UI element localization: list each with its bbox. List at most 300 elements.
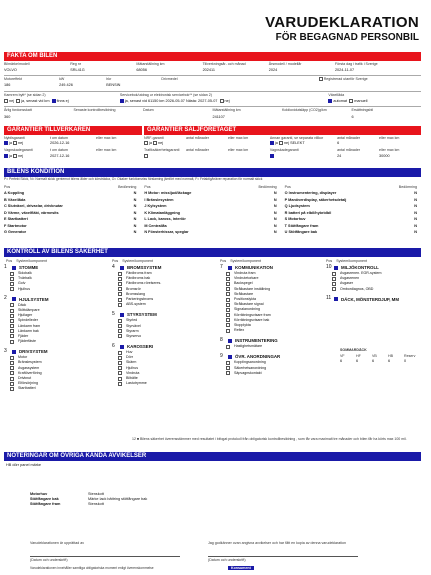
safety-group-header xyxy=(112,311,218,318)
safety-item-label: Hjulhus xyxy=(18,286,30,291)
safety-column-2 xyxy=(112,264,218,390)
safety-group xyxy=(220,353,326,376)
safety-item-label: Skärm xyxy=(126,360,137,365)
signature-left-sub: (Datum och underskrift) xyxy=(30,558,68,562)
safety-item-label: Länkarm bak xyxy=(18,328,39,333)
checkbox[interactable] xyxy=(334,297,338,301)
safety-group-name: KOMMUNIKATION xyxy=(235,264,273,270)
timing-belt-no[interactable] xyxy=(4,99,8,103)
nrf-warranty-no[interactable] xyxy=(153,141,157,145)
tire-position: VB xyxy=(372,354,377,359)
safety-group-name: DRIVSYSTEM xyxy=(19,349,48,355)
safety-item-label: Hastighetsmätare xyxy=(234,344,263,349)
safety-item xyxy=(4,386,110,391)
safety-item-label: Hjulhus xyxy=(126,365,138,370)
safety-item-label: Avgaser xyxy=(340,281,354,286)
safety-item-label: Sidobalk xyxy=(18,271,32,275)
value-manufactured: 202411 xyxy=(202,68,215,73)
condition-item: A Koppling xyxy=(4,191,25,196)
new-car-warranty-no[interactable] xyxy=(13,141,17,145)
checkbox[interactable] xyxy=(228,266,232,270)
safety-item xyxy=(220,328,326,333)
safety-item-label: ABS-system xyxy=(126,302,146,307)
checkbox[interactable] xyxy=(226,298,230,302)
safety-item-label: Parkeringsbroms xyxy=(126,296,154,301)
checkbox[interactable] xyxy=(226,323,230,327)
safety-item-label: Fjäderfäste xyxy=(18,339,36,344)
safety-item-label: Styrservo xyxy=(126,333,142,338)
safety-group-number: 9 xyxy=(220,353,223,360)
condition-item: B Växellåda xyxy=(4,197,26,202)
safety-item-label: Spindelleder xyxy=(18,318,38,323)
note-description: Märke lack bättring stötfångare bak xyxy=(88,497,148,501)
checkbox[interactable] xyxy=(118,366,122,370)
condition-item: H Motor: missljud/läckage xyxy=(144,191,192,196)
label-engine-power: Motoreffekt xyxy=(4,77,22,81)
condition-row xyxy=(285,229,417,236)
label-co2: Koldioxidutsläpp (CO2)g/km xyxy=(282,108,327,112)
label-last-inspection: Senaste kontrollbesiktning xyxy=(73,108,116,112)
new-car-warranty-date: 2026-12-16 xyxy=(50,141,70,146)
safety-item-label: Styrarm xyxy=(126,328,139,333)
safety-group-header xyxy=(220,353,326,360)
condition-rating: N xyxy=(414,217,417,222)
safety-group-header xyxy=(220,337,326,344)
condition-bar: BILENS KONDITION xyxy=(4,168,421,177)
safety-group-header xyxy=(4,296,110,303)
label-hp: hkr xyxy=(106,77,112,81)
condition-rating: N xyxy=(414,230,417,235)
safety-group xyxy=(4,264,110,292)
condition-rating: N xyxy=(133,210,137,215)
tire-depth: 6 xyxy=(356,359,359,364)
safety-item-label: Startbatteri xyxy=(18,386,36,391)
safety-bar: KONTROLL AV BILENS SÄKERHET xyxy=(4,248,421,257)
safety-item-label: Styrled xyxy=(126,318,138,323)
checkbox[interactable] xyxy=(10,361,14,365)
checkbox[interactable] xyxy=(226,308,230,312)
safety-item-label: Strålkastare inställning xyxy=(234,286,271,291)
safety-item-label: Körriktningsvisare bak xyxy=(234,317,270,322)
safety-item-label: Bromsslang xyxy=(126,291,145,296)
facts-bar: FAKTA OM BILEN xyxy=(4,52,421,61)
footer-text: Varudeklarationen innehåller samtliga obligatoriska moment enligt överenskommelse xyxy=(30,566,154,570)
safety-group-number: 7 xyxy=(220,263,223,270)
condition-rating: N xyxy=(133,204,137,209)
document-page: VARUDEKLARATION FÖR BEGAGNAD PERSONBIL FAKTA OM BILEN Bilmärke/modell Reg nr Mätarställning km Tillverkningsår- och månad Årsmodell / modellår Första dag i trafik i Sverige VOLVO SRL41G 68056 202411 2024 2024-11-07 Motoreffekt kW hkr Drivmedel Registrerad utanför Sverige 186 249.426 BENSIN Kamrem bytt* (se sidan 2) Servicebok/utdrag ur elektronisk servicebok** (se sidan 2) Växellåda nej ja, senast vid km finns ej ja, senast vid 61150 km 2026-05-07 Nästa: 2027-05-07 nej automat manuell Årlig fordonsskatt Senaste kontrollbesiktning Datum Mätarställning km Koldioxidutsläpp (CO2)g/km Ersättningsbil 360 241107 6 GARANTIER TILLVERKAREN GARANTIER SÄLJFÖRETAGET Nybilsgaranti t om datum eller max km ja nej 2026-12-16 Vagnskadegaranti t om datum eller max km ja nej 2027-12-16 NRF-garanti antal månader eller max km Annan garanti, se separata villkor antal månader eller max km ja nej ja nej SELEKT 6 Trafiksäkerhetsgaranti antal månader eller max km Vagnskadegaranti antal månader eller max km 24 30000 BILENS KONDITION P= Perfekt Skick, N= Normalt skick gentemot bilens ålder och körsträcka, O= Okaker funktionsriss förslaming jämfört med normalt, F= Felaktig/kräver reparation för normalt skick Pos Bedömning Pos Bedömning Pos Bedömning A Koppling N B Växellåda N C Slutväxel, drivaxlar, drivknutar N D Värme, växelfläkt, värmesits N E Startbatteri N F Startmotor N G Generator N H Motor: missljud/läckage N I Bränslesystem N J Kylsystem N K Klimatanläggning N L Lack, kaross, interiör N M Centrallås N N Fönsterhissar, speglar N O Instrumentering, displayer N P Manöverdisplay, säkerhetsdetalj N Q Ljudsystem N R batteri på elbil/hybridbil N S Motorhuv N T Stötfångare fram N U Stötfångare bak N KONTROLL AV BILENS SÄKERHET Pos System/komponent Pos System/komponent Pos System/komponent Pos System/komponent 1 STOMME Sidobalk Tvärbalk Golv Hjulhus 2 HJULSYSTEM Däck Stöttdämpare Hjullager Spindelleder Länkarm fram Länkarm bak Fjäder Fjäderfäste 3 DRIVSYSTEM Motor Bränslesystem Avgassystem Kraftöverföring Drivknut Elförsörjning Startbatteri 4 BROMSSYSTEM Färdbroms fram Färdbroms bak Färdbroms rörelseres. Bromsrör Bromsslang Parkeringsbroms ABS-system 5 STYRSYSTEM Styrled Styrväxel Styrarm Styrservo 6 KAROSSERI Huv Dörr Skärm Hjulhus Vindruta Bilbälte Lastutrymme 7 KOMMUNIKATION Vindruta fram Vindrutetorkare Backspegel Strålkastare inställning Strålkastare Positionslykta Strålkastare signal Signalanordning Körriktningsvisare fram Körriktningsvisare bak Stopplykta Reflex 8 INSTRUMENTERING Hastighetsmätare 9 ÖVR. ANORDNINGAR Kopplingsanordning Säkerhetsanordning Säpvagnskontakt 10 MILJÖKONTROLL Avgasrenen. EGR-system Avgasrenen Avgaser Ombordiagnos, OBD 11 DÄCK, MÖNSTERDJUP, MM SOMMARDÄCK VF HF VB HB Reserv 6 6 6 6 0 12 ■ Bilens säkerhet överensstämmer med resultatet i bifogat protokoll från obligatorisk kontrollbesiktning , som får vara maximalt tre månader och bilen får ha körts max 100 mil. NOTERINGAR OM ÖVRIGA KÄNDA AVVIKELSER HB dörr panel märke Motorhuv Stenskott Stötfångare bak Märke lack bättring stötfångare bak Stötfångare fram Stenskott Varudeklarationen är upprättad av Jag godkänner ovan angivna avvikelser och har fått en kopia av denna varudeklaration (Datum och underskrift) (Datum och underskrift) Varudeklarationen innehåller samtliga obligatoriska moment enligt överenskommelse Konsument xyxy=(0,0,431,575)
checkbox[interactable] xyxy=(12,350,16,354)
safety-item-label: Fjäder xyxy=(18,333,29,338)
condition-rating: N xyxy=(414,223,417,228)
label-date: Datum xyxy=(143,108,154,112)
document-subtitle: FÖR BEGAGNAD PERSONBIL xyxy=(275,32,419,43)
value-mileage: 68056 xyxy=(136,68,147,73)
registered-abroad[interactable]: Registrerad utanför Sverige xyxy=(319,77,421,81)
safety-item-label: Länkarm fram xyxy=(18,323,41,328)
safety-column-4 xyxy=(326,264,431,307)
condition-table: Pos Bedömning Pos Bedömning Pos Bedömning A Koppling N B Växellåda N C Slutväxel, drivaxlar, drivknutar N D Värme, växelfläkt, värmesits N E Startbatteri N F Startmotor N G Generator N H Motor: missljud/läckage N I Bränslesystem N J Kylsystem N K Klimatanläggning N L Lack, kaross, interiör N M Centrallås N N Fönsterhissar, speglar N O Instrumentering, displayer N P Manöverdisplay, säkerhetsdetalj N Q Ljudsystem N R batteri på elbil/hybridbil N S Motorhuv N T Stötfångare fram N U Stötfångare bak N xyxy=(4,185,417,235)
safety-item-label: Färdbroms fram xyxy=(126,271,152,275)
checkbox[interactable] xyxy=(10,309,14,313)
checkbox[interactable] xyxy=(10,340,14,344)
safety-item-label: Körriktningsvisare fram xyxy=(234,312,271,317)
warranty-dealer: NRF-garanti antal månader eller max km Annan garanti, se separata villkor antal månader eller max km ja nej ja nej SELEKT 6 Trafiksäkerhetsgaranti antal månader eller max km Vagnskadegaranti antal månader eller max km 24 30000 xyxy=(144,136,421,158)
checkbox[interactable] xyxy=(120,266,124,270)
checkbox[interactable] xyxy=(10,329,14,333)
checkbox[interactable] xyxy=(10,272,14,276)
checkbox[interactable] xyxy=(10,334,14,338)
condition-item: T Stötfångare fram xyxy=(284,223,319,228)
safety-item-label: Avgasrenen. EGR-system xyxy=(340,271,382,275)
checkbox[interactable] xyxy=(10,287,14,291)
condition-item: D Värme, växelfläkt, värmesits xyxy=(4,210,59,215)
safety-item-label: Strålkastare xyxy=(234,291,254,296)
checkbox[interactable] xyxy=(226,292,230,296)
safety-item-label: Färdbroms rörelseres. xyxy=(126,281,162,286)
safety-item-label: Vindruta fram xyxy=(234,271,256,275)
condition-item: O Instrumentering, displayer xyxy=(284,191,337,196)
safety-item xyxy=(112,381,218,386)
safety-item-label: Drivknut xyxy=(18,376,32,380)
other-warranty-yes[interactable] xyxy=(270,141,274,145)
safety-item-label: Signalanordning xyxy=(234,307,260,312)
tire-depth: 0 xyxy=(404,359,407,364)
checkbox[interactable] xyxy=(118,287,122,291)
safety-group xyxy=(4,296,110,345)
checkbox[interactable] xyxy=(226,277,230,281)
checkbox[interactable] xyxy=(118,303,122,307)
checkbox[interactable] xyxy=(10,366,14,370)
signature-right-label: Jag godkänner ovan angivna avvikelser och har fått en kopia av denna varudeklaration xyxy=(208,541,347,545)
safety-group-header xyxy=(220,264,326,271)
safety-group-number: 2 xyxy=(4,295,7,302)
condition-item: M Centrallås xyxy=(144,223,167,228)
checkbox[interactable] xyxy=(118,356,122,360)
safety-item-label: Backspegel xyxy=(234,281,253,286)
checkbox[interactable] xyxy=(332,272,336,276)
label-regnr: Reg nr xyxy=(70,62,81,66)
safety-group xyxy=(112,311,218,339)
safety-item-label: Däck xyxy=(18,302,27,307)
document-title: VARUDEKLARATION xyxy=(265,14,419,31)
safety-item-label: Styrväxel xyxy=(126,323,141,328)
safety-item-label: Huv xyxy=(126,350,133,355)
safety-group xyxy=(326,296,431,303)
safety-item-label: Avgasrenen xyxy=(340,276,360,281)
label-vehicle-tax: Årlig fordonsskatt xyxy=(4,108,32,112)
safety-item-label: Hjullager xyxy=(18,313,33,318)
safety-item xyxy=(112,334,218,339)
checkbox[interactable] xyxy=(226,303,230,307)
condition-item: S Motorhuv xyxy=(284,217,306,222)
checkbox[interactable] xyxy=(118,361,122,365)
checkbox[interactable] xyxy=(226,345,230,349)
safety-item-label: Säpvagnskontakt xyxy=(234,370,262,375)
checkbox[interactable] xyxy=(226,272,230,276)
safety-item-label: Reflex xyxy=(234,328,245,333)
label-kw: kW xyxy=(59,77,65,81)
consumer-badge: Konsument xyxy=(228,566,254,570)
condition-item: F Startmotor xyxy=(4,223,27,228)
damage-warranty-yes[interactable] xyxy=(4,154,8,158)
safety-item-label: Strålkastare signal xyxy=(234,302,264,307)
safety-item xyxy=(220,344,326,349)
safety-column-1 xyxy=(4,264,110,396)
safety-item-label: Bränslesystem xyxy=(18,360,42,365)
checkbox[interactable] xyxy=(118,272,122,276)
value-vehicle-tax: 360 xyxy=(4,115,11,120)
value-mileage-2: 241107 xyxy=(212,115,225,120)
checkbox[interactable] xyxy=(228,355,232,359)
condition-item: J Kylsystem xyxy=(144,204,167,209)
condition-rating: N xyxy=(414,204,417,209)
checkbox[interactable] xyxy=(118,292,122,296)
tire-position: Reserv xyxy=(404,354,416,359)
notes-bar: NOTERINGAR OM ÖVRIGA KÄNDA AVVIKELSER xyxy=(4,452,421,461)
value-make: VOLVO xyxy=(4,68,17,73)
label-fuel: Drivmedel xyxy=(161,77,178,81)
checkbox[interactable] xyxy=(118,371,122,375)
condition-rating: N xyxy=(133,217,137,222)
safety-group-name: HJULSYSTEM xyxy=(19,296,49,302)
checkbox[interactable] xyxy=(226,313,230,317)
safety-item-label: Stopplykta xyxy=(234,322,251,327)
value-kw: 186 xyxy=(4,83,11,88)
value-regnr: SRL41G xyxy=(70,68,85,73)
label-mileage-2: Mätarställning km xyxy=(212,108,241,112)
checkbox[interactable] xyxy=(118,334,122,338)
safety-group-number: 5 xyxy=(112,310,115,317)
safety-group xyxy=(112,264,218,307)
checkbox[interactable] xyxy=(226,287,230,291)
checkbox[interactable] xyxy=(118,329,122,333)
checkbox[interactable] xyxy=(332,287,336,291)
condition-item: N Fönsterhissar, speglar xyxy=(144,230,189,235)
note-description: Stenskott xyxy=(88,502,104,506)
checkbox[interactable] xyxy=(118,382,122,386)
safety-item-label: Kopplingsanordning xyxy=(234,360,266,365)
notes-first-line: HB dörr panel märke xyxy=(6,463,42,467)
safety-group-header xyxy=(4,264,110,271)
safety-item-label: Tvärbalk xyxy=(18,276,32,281)
safety-item-label: Avgassystem xyxy=(18,365,40,370)
safety-group-number: 6 xyxy=(112,342,115,349)
condition-rating: N xyxy=(273,197,277,202)
checkbox[interactable] xyxy=(10,314,14,318)
safety-item xyxy=(4,339,110,344)
safety-group-name: KAROSSERI xyxy=(127,344,154,350)
condition-item: U Stötfångare bak xyxy=(284,230,318,235)
label-manufactured: Tillverkningsår- och månad xyxy=(202,62,246,66)
safety-item-label: Bilbälte xyxy=(126,376,138,380)
safety-group-number: 10 xyxy=(326,263,332,270)
other-warranty-name: SELEKT xyxy=(290,141,305,146)
notes-list xyxy=(30,492,330,507)
condition-rating: N xyxy=(273,210,277,215)
safety-item-label: Färdbroms bak xyxy=(126,276,151,281)
checkbox[interactable] xyxy=(118,282,122,286)
tire-position: HB xyxy=(388,354,393,359)
condition-item: K Klimatanläggning xyxy=(144,210,180,215)
note-description: Stenskott xyxy=(88,492,104,496)
checkbox[interactable] xyxy=(118,277,122,281)
note-part: Stötfångare bak xyxy=(30,497,59,501)
checkbox[interactable] xyxy=(118,298,122,302)
safety-group-name: BROMSSYSTEM xyxy=(127,264,162,270)
checkbox[interactable] xyxy=(118,377,122,381)
safety-group xyxy=(220,337,326,349)
checkbox[interactable] xyxy=(319,77,323,81)
condition-rating: N xyxy=(414,191,417,196)
note-part: Motorhuv xyxy=(30,492,48,496)
safety-group xyxy=(112,343,218,386)
safety-item xyxy=(220,371,326,376)
nrf-warranty-yes[interactable] xyxy=(144,141,148,145)
checkbox[interactable] xyxy=(10,371,14,375)
safety-group-name: STYRSYSTEM xyxy=(127,312,157,318)
safety-item-label: Golv xyxy=(18,281,26,286)
safety-item xyxy=(4,287,110,292)
checkbox[interactable] xyxy=(334,266,338,270)
damage-warranty-date: 2027-12-16 xyxy=(50,153,70,158)
condition-item: R batteri på elbil/hybridbil xyxy=(284,210,332,215)
safety-item-label: Ombordiagnos, OBD xyxy=(340,286,374,291)
safety-group-number: 8 xyxy=(220,336,223,343)
label-modelyear: Årsmodell / modellår xyxy=(268,62,302,66)
safety-item xyxy=(326,287,431,292)
facts-row-1 xyxy=(4,62,421,72)
condition-rating: N xyxy=(133,191,137,196)
safety-group xyxy=(220,264,326,333)
condition-rating: N xyxy=(273,191,277,196)
safety-inspection-note: 12 ■ Bilens säkerhet överensstämmer med resultatet i bifogat protokoll från obligatorisk kontrollbesiktning , som får vara maximalt tre månader och bilen får ha körts max 100 mil. xyxy=(132,437,407,441)
tire-depth: 6 xyxy=(372,359,375,364)
tire-position: HF xyxy=(356,354,361,359)
safety-group-name: ÖVR. ANORDNINGAR xyxy=(235,354,281,360)
label-mileage: Mätarställning km xyxy=(136,62,165,66)
service-book-no[interactable] xyxy=(220,99,224,103)
condition-item: Q Ljudsystem xyxy=(284,204,310,209)
label-make: Bilmärke/modell xyxy=(4,62,30,66)
condition-rating: N xyxy=(414,197,417,202)
value-hp: 249.426 xyxy=(59,83,73,88)
facts-row-4 xyxy=(4,108,421,119)
checkbox[interactable] xyxy=(118,351,122,355)
checkbox[interactable] xyxy=(10,377,14,381)
checkbox[interactable] xyxy=(226,318,230,322)
label-first-traffic: Första dag i trafik i Sverige xyxy=(334,62,378,66)
checkbox[interactable] xyxy=(226,371,230,375)
safety-item-label: Vindrutetorkare xyxy=(234,276,259,281)
other-warranty-no[interactable] xyxy=(279,141,283,145)
checkbox[interactable] xyxy=(226,361,230,365)
value-modelyear: 2024 xyxy=(268,68,278,73)
checkbox[interactable] xyxy=(10,303,14,307)
facts-row-3: Kamrem bytt* (se sidan 2) Servicebok/utdrag ur elektronisk servicebok** (se sidan 2) Växellåda nej ja, senast vid km finns ej ja, senast vid 61150 km 2026-05-07 Nästa: 2027-05-07 nej automat manuell xyxy=(4,93,421,103)
note-part: Stötfångare fram xyxy=(30,502,61,506)
checkbox[interactable] xyxy=(10,277,14,281)
safety-item-label: Bromsrör xyxy=(126,286,141,291)
safety-group-number: 1 xyxy=(4,263,7,270)
safety-item-label: Elförsörjning xyxy=(18,381,38,386)
safety-item-label: Vindruta xyxy=(126,370,140,375)
checkbox[interactable] xyxy=(10,356,14,360)
checkbox[interactable] xyxy=(118,324,122,328)
condition-rating: N xyxy=(414,210,417,215)
safety-column-3 xyxy=(220,264,326,380)
checkbox[interactable] xyxy=(12,297,16,301)
condition-rating: N xyxy=(133,230,137,235)
value-replacement: 6 xyxy=(351,115,354,120)
dealer-damage-warranty[interactable] xyxy=(270,154,274,158)
condition-rating: N xyxy=(133,197,137,202)
safety-item-label: Kraftöverföring xyxy=(18,370,42,375)
checkbox[interactable] xyxy=(10,324,14,328)
signature-left-label: Varudeklarationen är upprättad av xyxy=(30,541,85,545)
label-replacement: Ersättningsbil xyxy=(351,108,374,112)
condition-rating: N xyxy=(273,217,277,222)
safety-group-name: STOMME xyxy=(19,264,39,270)
checkbox[interactable] xyxy=(226,329,230,333)
condition-rating: N xyxy=(273,230,277,235)
dealer-damage-km: 30000 xyxy=(379,153,390,158)
safety-item-label: Dörr xyxy=(126,355,133,360)
checkbox[interactable] xyxy=(10,382,14,386)
timing-belt-none[interactable] xyxy=(52,99,56,103)
value-fuel: BENSIN xyxy=(106,83,121,88)
checkbox[interactable] xyxy=(10,319,14,323)
new-car-warranty-yes[interactable] xyxy=(4,141,8,145)
checkbox[interactable] xyxy=(226,366,230,370)
checkbox[interactable] xyxy=(332,277,336,281)
condition-rating: N xyxy=(273,223,277,228)
checkbox[interactable] xyxy=(10,282,14,286)
damage-warranty-no[interactable] xyxy=(13,154,17,158)
safety-group-header xyxy=(112,264,218,271)
summer-tires-label: SOMMARDÄCK xyxy=(340,348,367,352)
safety-group xyxy=(326,264,431,292)
checkbox[interactable] xyxy=(120,313,124,317)
safety-group-header xyxy=(326,296,431,303)
warranty-manufacturer: Nybilsgaranti t om datum eller max km ja nej 2026-12-16 Vagnskadegaranti t om datum eller max km ja nej 2027-12-16 xyxy=(4,136,117,158)
checkbox[interactable] xyxy=(120,345,124,349)
condition-rating: N xyxy=(273,204,277,209)
safety-group-number: 4 xyxy=(112,263,115,270)
condition-item: G Generator xyxy=(4,230,27,235)
safety-group-name: DÄCK, MÖNSTERDJUP, MM xyxy=(341,296,399,302)
checkbox[interactable] xyxy=(10,387,14,391)
checkbox[interactable] xyxy=(226,282,230,286)
traffic-warranty[interactable] xyxy=(144,154,148,158)
timing-belt-yes[interactable] xyxy=(16,99,20,103)
note-row xyxy=(30,502,330,507)
value-first-traffic: 2024-11-07 xyxy=(334,68,355,73)
checkbox[interactable] xyxy=(228,339,232,343)
safety-item-label: Lastutrymme xyxy=(126,381,147,386)
label-service-book: Servicebok/utdrag ur elektronisk servicebok** (se sidan 2) xyxy=(119,93,212,97)
checkbox[interactable] xyxy=(118,319,122,323)
gearbox-auto[interactable] xyxy=(328,99,332,103)
safety-item xyxy=(112,302,218,307)
gearbox-manual[interactable] xyxy=(349,99,353,103)
condition-item: E Startbatteri xyxy=(4,217,28,222)
checkbox[interactable] xyxy=(12,266,16,270)
checkbox[interactable] xyxy=(332,282,336,286)
condition-row xyxy=(144,229,276,236)
label-timing-belt: Kamrem bytt* (se sidan 2) xyxy=(4,93,46,97)
condition-item: C Slutväxel, drivaxlar, drivknutar xyxy=(4,204,63,209)
service-book-yes[interactable] xyxy=(120,99,124,103)
